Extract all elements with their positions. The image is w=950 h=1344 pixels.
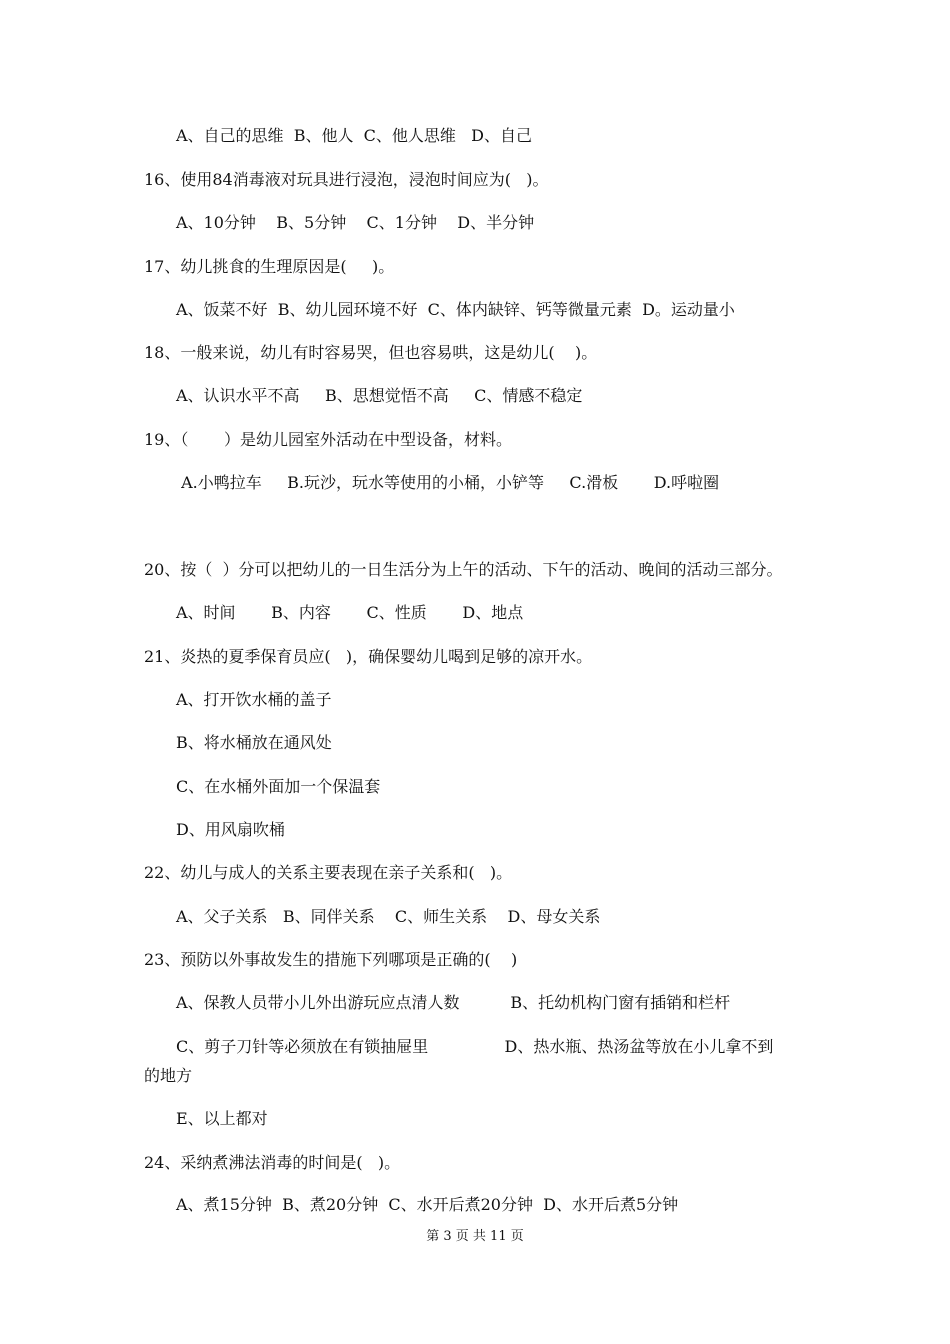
q21-option-b: B、将水桶放在通风处	[176, 733, 332, 752]
q18-options: A、认识水平不高 B、思想觉悟不高 C、情感不稳定	[176, 386, 583, 405]
q16-options: A、10分钟 B、5分钟 C、1分钟 D、半分钟	[176, 213, 535, 232]
q23-options-ab: A、保教人员带小儿外出游玩应点清人数 B、托幼机构门窗有插销和栏杆	[176, 993, 731, 1012]
q19-options: A.小鸭拉车 B.玩沙，玩水等使用的小桶，小铲等 C.滑板 D.呼啦圈	[176, 473, 720, 492]
question-19: 19、（ ）是幼儿园室外活动在中型设备，材料。	[144, 430, 512, 449]
q23-option-e: E、以上都对	[176, 1109, 268, 1128]
q23-options-cd-continuation: 的地方	[144, 1066, 193, 1085]
q17-options: A、饭菜不好 B、幼儿园环境不好 C、体内缺锌、钙等微量元素 D。运动量小	[176, 300, 735, 319]
question-18: 18、一般来说，幼儿有时容易哭，但也容易哄，这是幼儿( )。	[144, 343, 598, 362]
question-24: 24、采纳煮沸法消毒的时间是( )。	[144, 1153, 401, 1172]
q24-options: A、煮15分钟 B、煮20分钟 C、水开后煮20分钟 D、水开后煮5分钟	[176, 1195, 679, 1214]
question-17: 17、幼儿挑食的生理原因是( )。	[144, 257, 395, 276]
question-23: 23、预防以外事故发生的措施下列哪项是正确的( )	[144, 950, 518, 969]
question-22: 22、幼儿与成人的关系主要表现在亲子关系和( )。	[144, 863, 513, 882]
q15-options: A、自己的思维 B、他人 C、他人思维 D、自己	[176, 126, 532, 145]
q22-options: A、父子关系 B、同伴关系 C、师生关系 D、母女关系	[176, 907, 601, 926]
q23-options-cd: C、剪子刀针等必须放在有锁抽屉里 D、热水瓶、热汤盆等放在小儿拿不到	[176, 1037, 774, 1056]
q21-option-c: C、在水桶外面加一个保温套	[176, 777, 381, 796]
q21-option-a: A、打开饮水桶的盖子	[176, 690, 332, 709]
q20-options: A、时间 B、内容 C、性质 D、地点	[176, 603, 524, 622]
question-20: 20、按（ ）分可以把幼儿的一日生活分为上午的活动、下午的活动、晚间的活动三部分。	[144, 560, 783, 579]
question-16: 16、使用84消毒液对玩具进行浸泡，浸泡时间应为( )。	[144, 170, 549, 189]
q21-option-d: D、用风扇吹桶	[176, 820, 285, 839]
question-21: 21、炎热的夏季保育员应( )，确保婴幼儿喝到足够的凉开水。	[144, 647, 593, 666]
page-number-footer: 第 3 页 共 11 页	[426, 1229, 524, 1244]
